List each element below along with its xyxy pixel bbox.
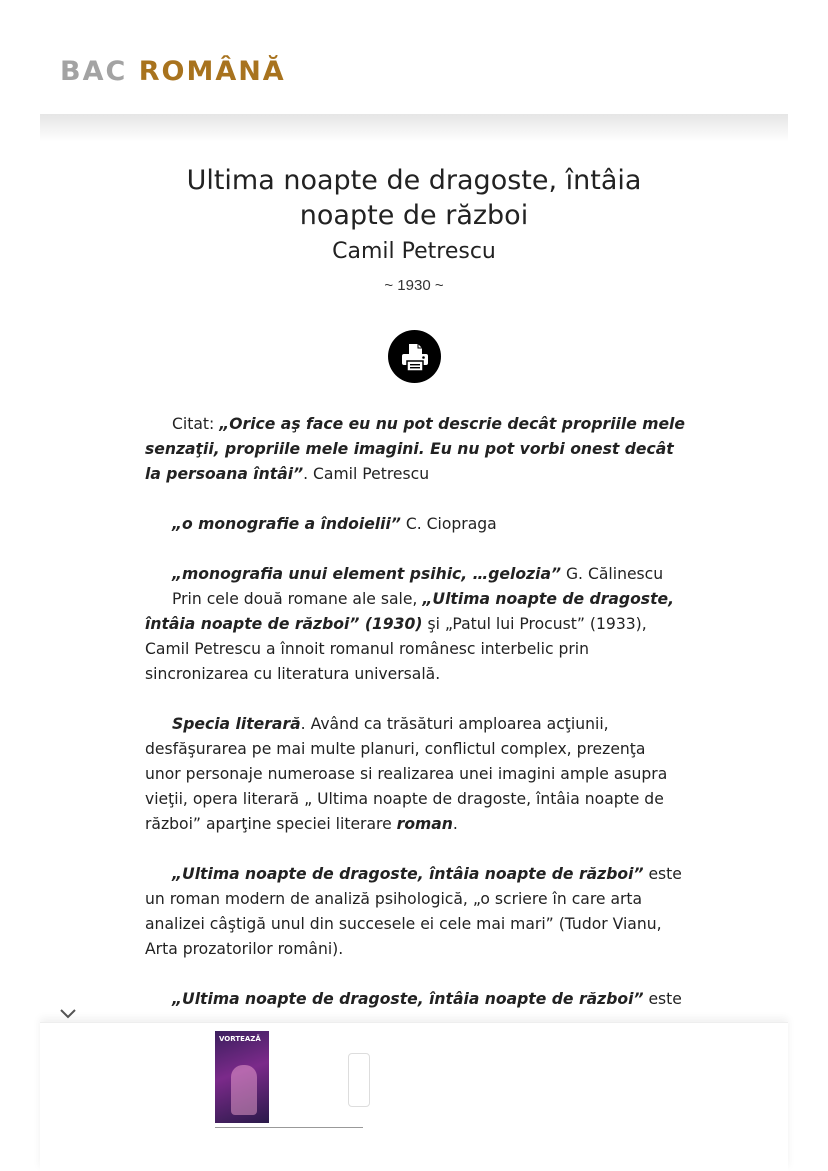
ad-label: VORTEAZĂ bbox=[219, 1035, 261, 1043]
paragraph-text: . Camil Petrescu bbox=[303, 465, 430, 483]
ad-thumbnail[interactable] bbox=[215, 1031, 269, 1123]
quote-text: „Ultima noapte de dragoste, întâia noapte de război” (1930) bbox=[145, 590, 675, 633]
intro-paragraph bbox=[145, 587, 685, 687]
print-button[interactable] bbox=[388, 330, 441, 383]
chevron-down-icon[interactable] bbox=[58, 1005, 78, 1021]
quote-text: „monografia unui element psihic, …gelozia” bbox=[172, 565, 562, 583]
analysis-paragraph bbox=[145, 862, 685, 962]
quote-paragraph bbox=[145, 412, 685, 487]
article-author: Camil Petrescu bbox=[332, 239, 496, 264]
quote-text: „o monografie a îndoielii” bbox=[172, 515, 401, 533]
header-shadow bbox=[40, 114, 788, 142]
page-title: Ultima noapte de dragoste, întâia noapte de război bbox=[186, 165, 642, 231]
quote-text: „Ultima noapte de dragoste, întâia noapte de război” bbox=[172, 865, 644, 883]
quote-paragraph bbox=[145, 512, 685, 537]
paragraph-text: Citat: bbox=[172, 415, 220, 433]
printer-icon bbox=[401, 342, 429, 372]
article-body bbox=[145, 412, 685, 1012]
paragraph-text: şi „Patul lui Procust” (1933), Camil Petrescu a înnoit romanul românesc interbelic prin sincronizarea cu literatura universală. bbox=[145, 615, 647, 683]
ad-banner bbox=[40, 1022, 788, 1171]
paragraph-text: Prin cele două romane ale sale, bbox=[172, 590, 423, 608]
ad-side-box[interactable] bbox=[348, 1053, 370, 1107]
paragraph-text: este bbox=[643, 990, 682, 1008]
article-year: ~ 1930 ~ bbox=[384, 277, 444, 294]
paragraph-text: . bbox=[452, 815, 458, 833]
logo-text-romana: ROMÂNĂ bbox=[138, 56, 286, 87]
site-header bbox=[40, 0, 788, 114]
emphasis-text: roman bbox=[396, 815, 453, 833]
ad-divider bbox=[215, 1127, 363, 1128]
site-logo[interactable] bbox=[60, 56, 286, 87]
paragraph-text: este un roman modern de analiză psihologică, „o scriere în care arta analizei câştigă unul din succesele ei cele mai mari” (Tudor Vianu, Arta prozatorilor români). bbox=[145, 865, 682, 958]
logo-text-bac: BAC bbox=[60, 56, 128, 87]
quote-paragraph bbox=[145, 562, 685, 587]
section-label: Specia literară bbox=[172, 715, 301, 733]
quote-text: „Ultima noapte de dragoste, întâia noapte de război” bbox=[172, 990, 644, 1008]
quote-text: „Orice aş face eu nu pot descrie decât propriile mele senzaţii, propriile mele imagini. Eu nu pot vorbi onest decât la persoana întâi” bbox=[145, 415, 685, 483]
paragraph-text: . Având ca trăsături amploarea acţiunii, desfăşurarea pe mai multe planuri, conflictul complex, prezenţa unor personaje numeroase si realizarea unei imagini ample asupra vieţii, opera literară „ Ultima noapte de dragoste, întâia noapte de război” aparţine speciei literare bbox=[145, 715, 668, 833]
subjective-paragraph bbox=[145, 987, 685, 1012]
ad-figure bbox=[231, 1065, 257, 1115]
paragraph-text: C. Ciopraga bbox=[400, 515, 497, 533]
species-paragraph bbox=[145, 712, 685, 837]
paragraph-text: G. Călinescu bbox=[561, 565, 664, 583]
